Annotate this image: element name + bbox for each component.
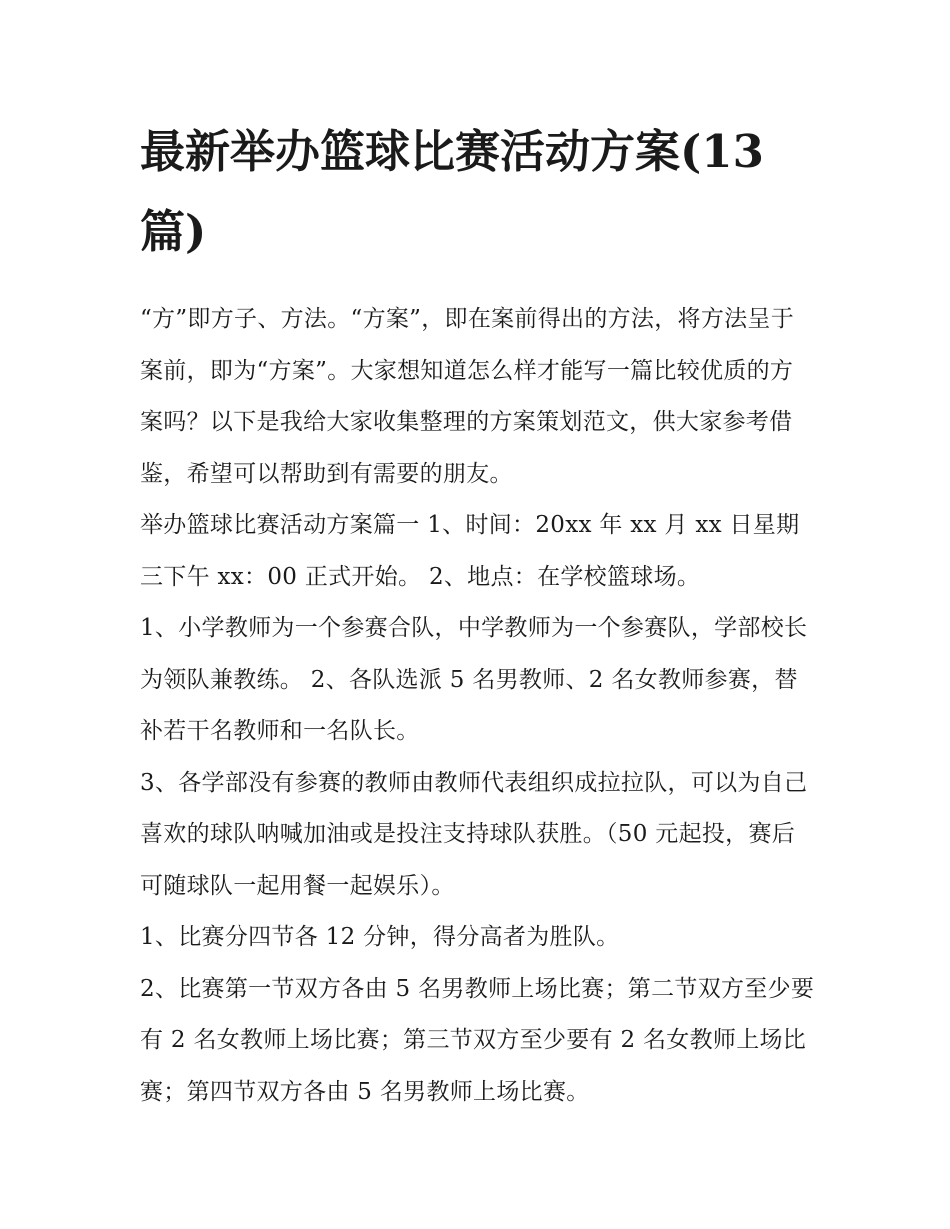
paragraph-rule-quarters: 1、比赛分四节各 12 分钟，得分高者为胜队。 xyxy=(140,924,620,950)
document-body xyxy=(140,112,815,1118)
document-title: 最新举办篮球比赛活动方案(13篇) xyxy=(140,125,764,258)
paragraph-teams: 1、小学教师为一个参赛合队，中学教师为一个参赛队，学部校长为领队兼教练。 2、各队选派 5 名男教师、2 名女教师参赛，替补若干名教师和一名队长。 xyxy=(140,615,808,744)
paragraph-time-location: 举办篮球比赛活动方案篇一 1、时间：20xx 年 xx 月 xx 日星期三下午 xx：00 正式开始。 2、地点：在学校篮球场。 xyxy=(140,512,800,590)
paragraph-rule-players: 2、比赛第一节双方各由 5 名男教师上场比赛；第二节双方至少要有 2 名女教师上场比赛；第三节双方至少要有 2 名女教师上场比赛；第四节双方各由 5 名男教师上场比赛。 xyxy=(140,975,815,1105)
paragraph-cheerleaders: 3、各学部没有参赛的教师由教师代表组织成拉拉队，可以为自己喜欢的球队呐喊加油或是投注支持球队获胜。（50 元起投，赛后可随球队一起用餐一起娱乐）。 xyxy=(140,769,808,899)
intro-paragraph: “方”即方子、方法。“方案”，即在案前得出的方法，将方法呈于案前，即为“方案”。大家想知道怎么样才能写一篇比较优质的方案吗？以下是我给大家收集整理的方案策划范文，供大家参考借鉴，希望可以帮助到有需要的朋友。 xyxy=(140,306,795,487)
